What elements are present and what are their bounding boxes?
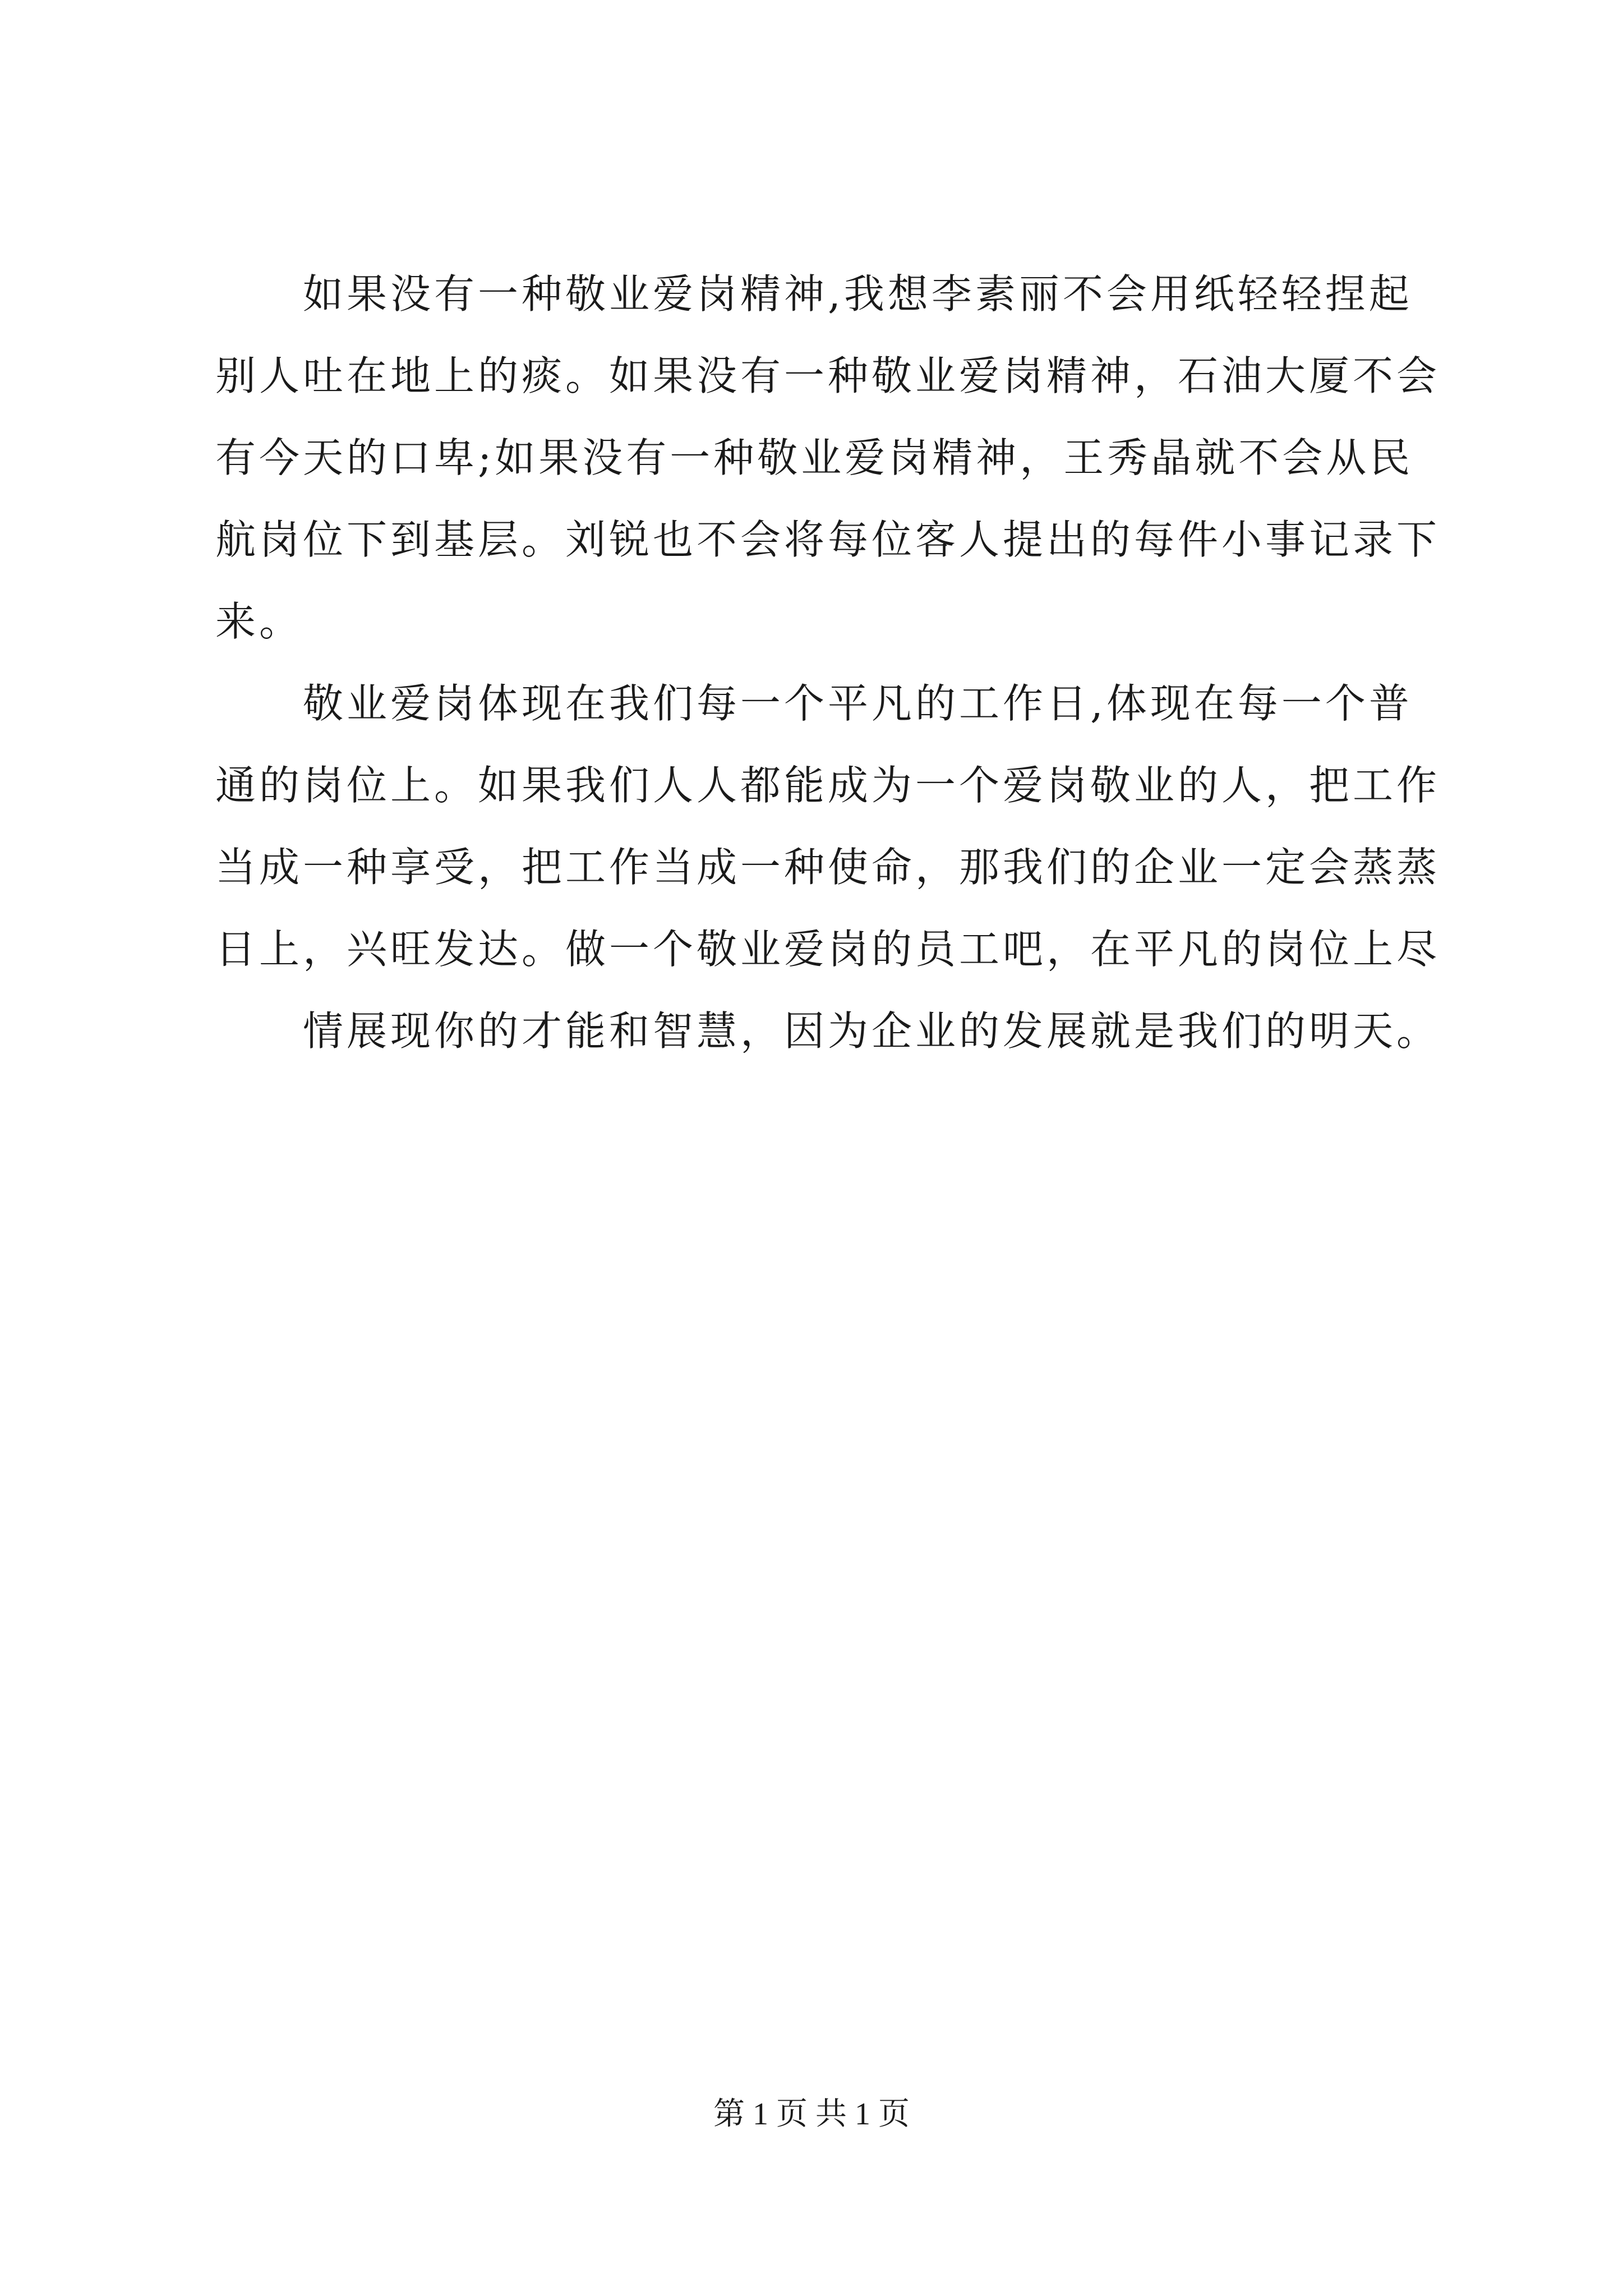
paragraph-line: 来。: [215, 598, 303, 645]
paragraph-line: 通的岗位上。如果我们人人都能成为一个爱岗敬业的人，把工作: [215, 762, 1441, 809]
page-number-footer: 第 1 页 共 1 页: [713, 2097, 910, 2132]
paragraph-line: 情展现你的才能和智慧，因为企业的发展就是我们的明天。: [303, 1007, 1441, 1055]
paragraph-line: 别人吐在地上的痰。如果没有一种敬业爱岗精神，石油大厦不会: [215, 352, 1441, 399]
paragraph-line: 航岗位下到基层。刘锐也不会将每位客人提出的每件小事记录下: [215, 516, 1441, 563]
paragraph-line: 敬业爱岗体现在我们每一个平凡的工作日,体现在每一个普: [303, 680, 1413, 727]
paragraph-line: 如果没有一种敬业爱岗精神,我想李素丽不会用纸轻轻捏起: [303, 270, 1413, 318]
paragraph-line: 当成一种享受，把工作当成一种使命，那我们的企业一定会蒸蒸: [215, 844, 1441, 891]
paragraph-line: 日上，兴旺发达。做一个敬业爱岗的员工吧，在平凡的岗位上尽: [215, 926, 1441, 973]
paragraph-line: 有今天的口卑;如果没有一种敬业爱岗精神，王秀晶就不会从民: [215, 434, 1414, 481]
